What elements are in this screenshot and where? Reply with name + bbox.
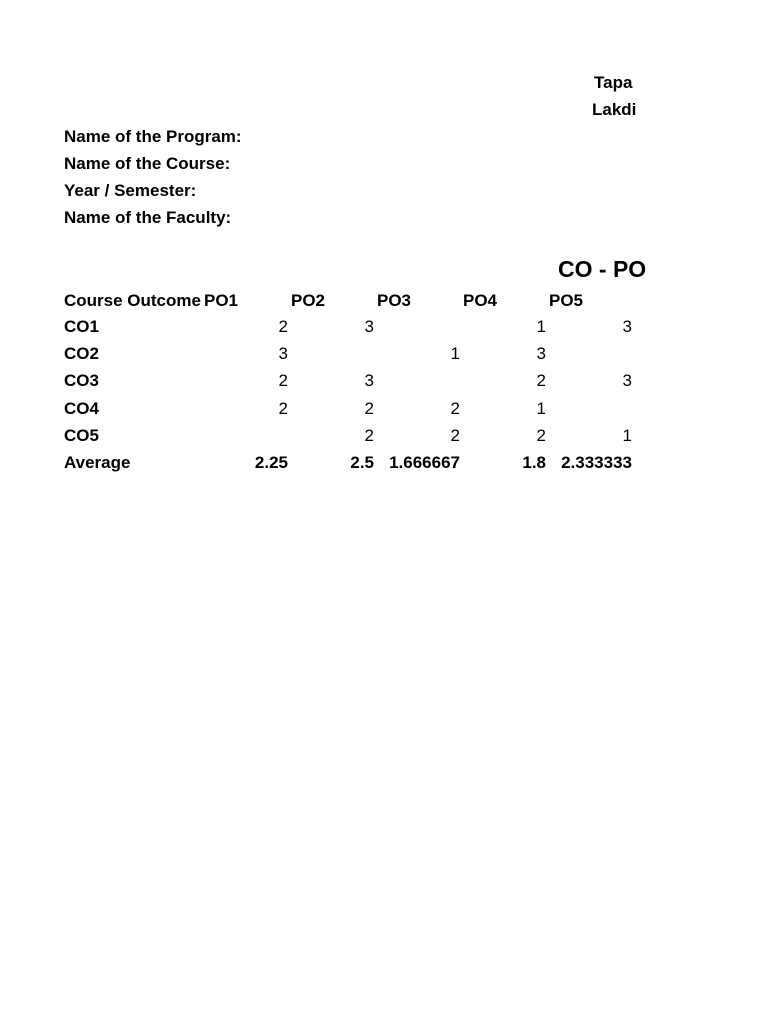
institution-name-line1: Tapa xyxy=(594,73,633,92)
institution-name-line2: Lakdi xyxy=(592,100,637,119)
table-cell: 2 xyxy=(364,399,374,418)
row-label: CO1 xyxy=(64,317,99,336)
table-title: CO - PO xyxy=(558,256,647,282)
table-cell: 3 xyxy=(622,317,632,336)
table-cell: 3 xyxy=(622,371,632,390)
column-header: PO5 xyxy=(549,291,584,310)
table-cell: 2 xyxy=(536,371,546,390)
table-cell: 3 xyxy=(278,344,288,363)
column-header: PO4 xyxy=(463,291,498,310)
table-cell: 1.666667 xyxy=(389,453,460,472)
table-cell: 3 xyxy=(536,344,546,363)
row-label: CO3 xyxy=(64,371,99,390)
table-cell: 2 xyxy=(536,426,546,445)
row-label: CO2 xyxy=(64,344,99,363)
table-cell: 1 xyxy=(536,317,546,336)
table-cell: 1 xyxy=(536,399,546,418)
table-cell: 2 xyxy=(278,399,288,418)
table-cell: 3 xyxy=(364,317,374,336)
table-cell: 2 xyxy=(450,399,460,418)
row-label: Average xyxy=(64,453,131,472)
table-cell: 2 xyxy=(278,317,288,336)
table-cell: 1.8 xyxy=(522,453,546,472)
table-cell: 2.25 xyxy=(254,453,288,472)
course-label: Name of the Course: xyxy=(64,154,231,173)
row-label: CO4 xyxy=(64,399,99,418)
table-cell: 3 xyxy=(364,371,374,390)
table-cell: 2.333333 xyxy=(561,453,632,472)
table-cell: 1 xyxy=(450,344,460,363)
table-cell: 2 xyxy=(278,371,288,390)
table-cell: 1 xyxy=(622,426,632,445)
column-header: PO3 xyxy=(377,291,412,310)
table-cell: 2 xyxy=(450,426,460,445)
faculty-label: Name of the Faculty: xyxy=(64,208,232,227)
table-cell: 2 xyxy=(364,426,374,445)
column-header: Course Outcome xyxy=(64,291,201,310)
program-label: Name of the Program: xyxy=(64,127,242,146)
column-header: PO1 xyxy=(204,291,239,310)
row-label: CO5 xyxy=(64,426,99,445)
table-cell: 2.5 xyxy=(350,453,374,472)
year-semester-label: Year / Semester: xyxy=(64,181,197,200)
column-header: PO2 xyxy=(291,291,326,310)
